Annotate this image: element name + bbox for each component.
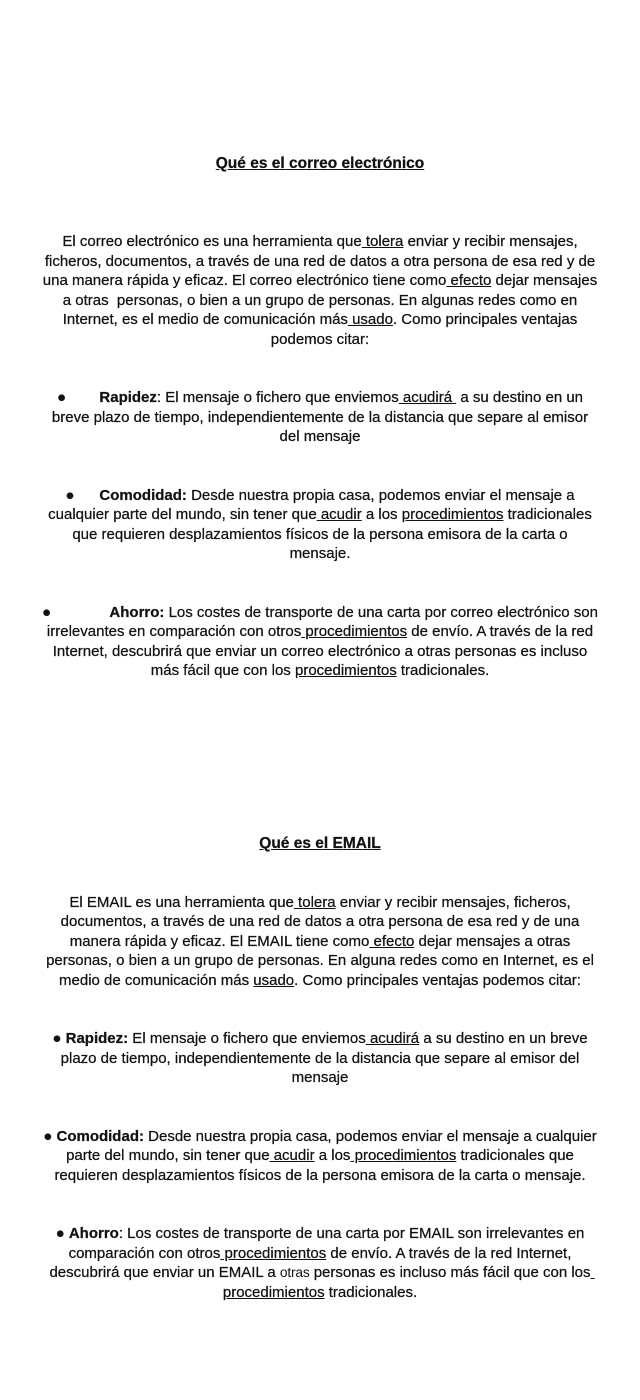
text-run: enviar y recibir mensajes, ficheros, documentos, a través de una red de datos a otra persona de esa red y de una manera rápida y eficaz. El EMAIL tiene como [60, 893, 584, 950]
section-heading [42, 834, 598, 854]
text-run: personas es incluso más fácil que con los [309, 1264, 591, 1281]
text-run: El correo electrónico es una herramienta que [62, 233, 362, 250]
text-run: procedimientos [220, 1244, 327, 1262]
bullet-item-comodidad [42, 1127, 601, 1186]
text-run: ● [65, 486, 100, 504]
text-run: Ahorro [68, 1225, 119, 1242]
text-run: Desde nuestra propia casa, podemos enviar el mensaje a cualquier parte del mundo, sin tener que [48, 486, 579, 523]
text-run: Los costes de transporte de una carta por correo electrónico son irrelevantes en comparación con otros [46, 603, 603, 640]
text-run: a su destino en un breve plazo de tiempo, independientemente de la distancia que separe al emisor del mensaje [51, 389, 593, 445]
text-run: efecto [446, 272, 492, 289]
bullet-item-rapidez [42, 388, 598, 447]
text-run: . Como principales ventajas podemos citar: [294, 971, 581, 989]
text-run: Rapidez [99, 389, 157, 406]
text-run: procedimientos [301, 623, 408, 640]
text-run: ● [55, 1225, 69, 1242]
text-run: El EMAIL es una herramienta que [69, 893, 294, 911]
text-run: El mensaje o fichero que enviemos [128, 1030, 366, 1047]
text-run: efecto [369, 932, 415, 950]
text-run: . Como principales ventajas podemos citar: [270, 311, 582, 348]
text-run: procedimientos [294, 662, 397, 679]
text-run: usado [253, 971, 295, 989]
text-run: de envío. A través de la red Internet, descubrirá que enviar un correo electrónico a otras personas es incluso más fácil que con los [52, 623, 598, 679]
text-run: Rapidez: [65, 1030, 129, 1047]
text-run: tradicionales que requieren desplazamientos físicos de la persona emisora de la carta o mensaje. [72, 506, 597, 562]
heading-text: Qué es el EMAIL [259, 835, 381, 852]
text-run: Ahorro: [109, 603, 165, 621]
text-run: acudir [269, 1147, 315, 1164]
text-run: acudirá [398, 389, 457, 406]
text-run: procedimientos [222, 1264, 595, 1301]
bullet-item-comodidad [42, 486, 598, 564]
text-run: ● [56, 389, 100, 406]
text-run: de envío. A través de la red Internet, descubrirá que enviar un EMAIL a [49, 1244, 576, 1281]
text-run: usado [347, 311, 393, 328]
text-run: ● [52, 1030, 66, 1047]
text-run: : El mensaje o fichero que enviemos [156, 389, 399, 406]
text-run: enviar y recibir mensajes, ficheros, documentos, a través de una red de datos a otra persona de esa red y de una manera rápida y eficaz. El correo electrónico tiene como [42, 233, 600, 289]
text-run: dejar mensajes a otras personas, o bien a un grupo de personas. En alguna redes como en Internet, es el medio de comunicación más [46, 932, 599, 989]
text-run: otras [279, 1265, 310, 1280]
text-run: ● [42, 603, 110, 621]
text-run: Desde nuestra propia casa, podemos enviar el mensaje a cualquier parte del mundo, sin tener que [66, 1127, 601, 1164]
text-run: acudir [316, 506, 362, 523]
section-email [42, 795, 601, 1341]
text-run: procedimientos [401, 506, 504, 523]
text-run: tradicionales. [396, 662, 490, 679]
bullet-item-ahorro [42, 1224, 598, 1302]
text-run: a su destino en un breve plazo de tiempo, independientemente de la distancia que separe al emisor del mensaje [60, 1030, 592, 1086]
text-run: ● [43, 1127, 57, 1145]
text-run: a los [361, 506, 402, 523]
heading-text: Qué es el correo electrónico [215, 154, 425, 172]
text-run: Comodidad: [56, 1127, 144, 1145]
document-body [42, 56, 603, 1400]
text-run: tolera [293, 893, 336, 911]
text-run: a los [314, 1147, 351, 1164]
text-run: tradicionales que requieren desplazamientos físicos de la persona emisora de la carta o mensaje. [54, 1147, 586, 1184]
text-run: acudirá [365, 1030, 420, 1047]
intro-paragraph [42, 893, 598, 991]
intro-paragraph [42, 232, 602, 349]
text-run: procedimientos [350, 1147, 457, 1164]
text-run: tradicionales. [324, 1283, 418, 1301]
bullet-item-rapidez [42, 1029, 598, 1088]
text-run: dejar mensajes a otras personas, o bien a un grupo de personas. En algunas redes como en Internet, es el medio de comunicación más [62, 272, 602, 328]
section-heading [42, 154, 598, 174]
section-correo-electronico [42, 115, 603, 720]
text-run: : Los costes de transporte de una carta por EMAIL son irrelevantes en comparación con otros [68, 1225, 589, 1262]
text-run: tolera [361, 233, 404, 250]
bullet-item-ahorro [42, 603, 603, 681]
text-run: Comodidad: [99, 486, 187, 504]
